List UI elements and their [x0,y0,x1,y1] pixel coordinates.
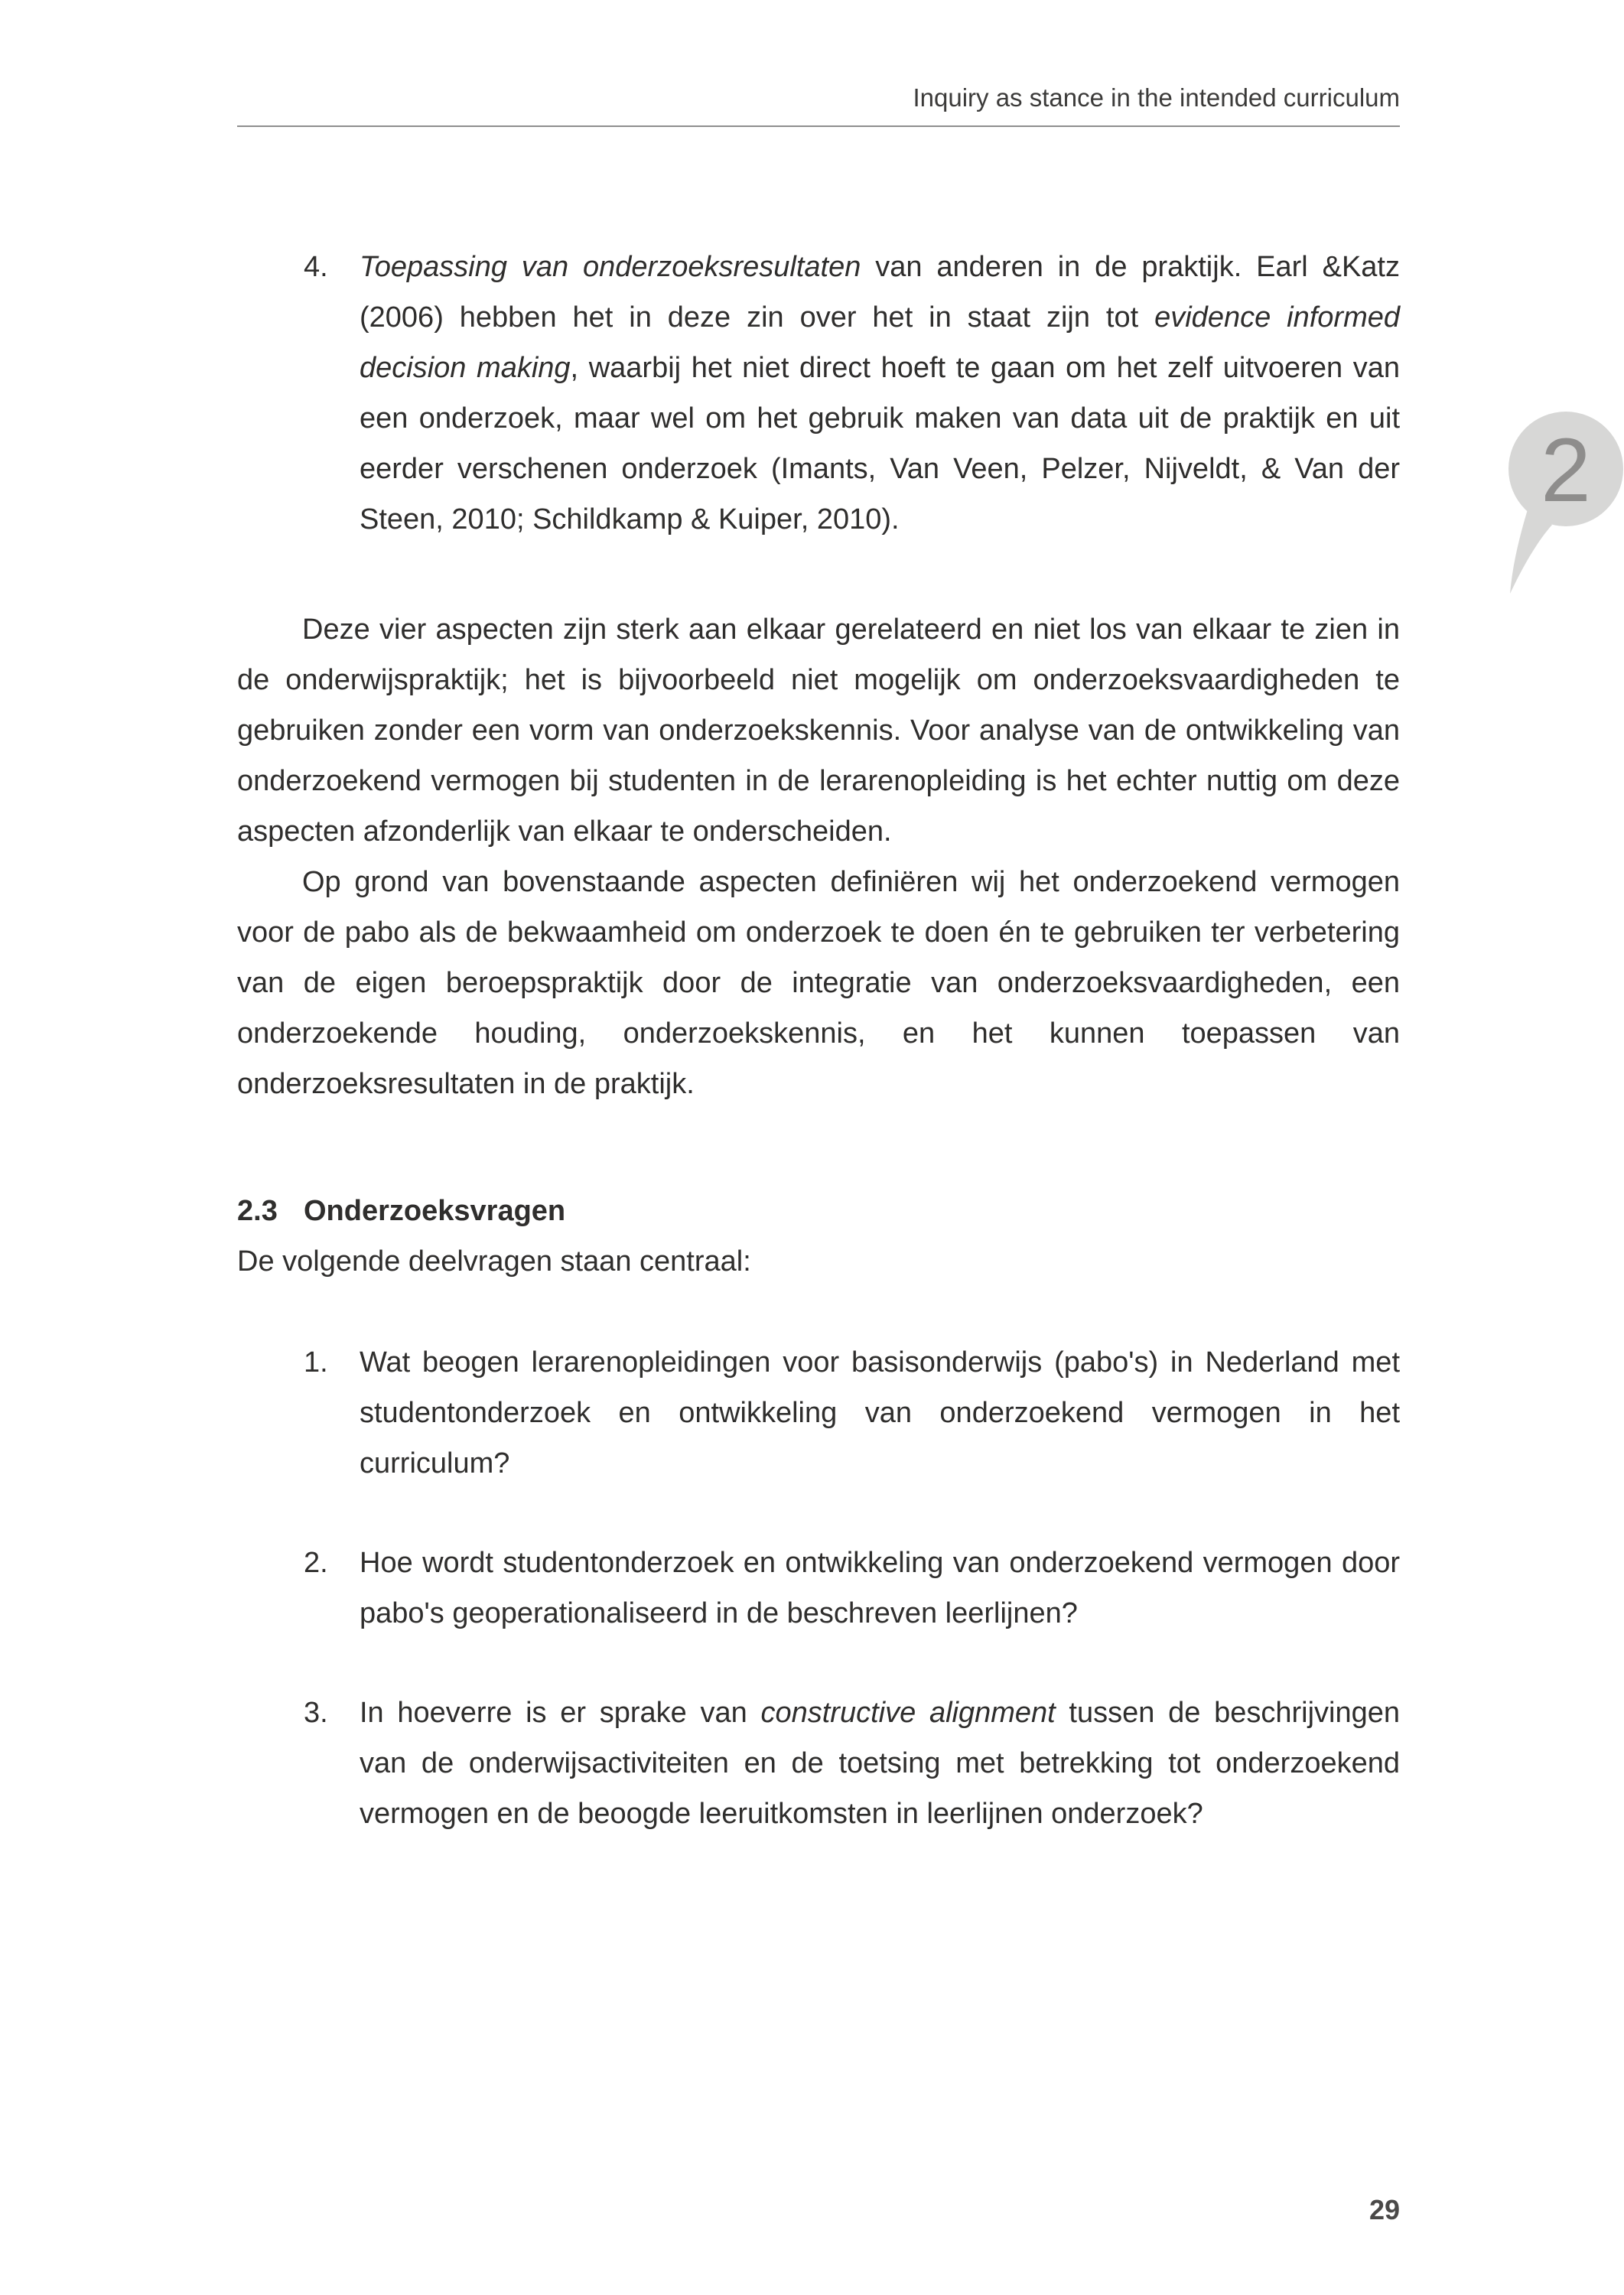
question-item [237,1688,1400,1839]
section-heading [237,1186,1400,1236]
page-content [237,0,1400,1839]
section-intro: De volgende deelvragen staan centraal: [237,1245,751,1278]
paragraph: Op grond van bovenstaande aspecten definiëren wij het onderzoekend vermogen voor de pabo als de bekwaamheid om onderzoek te doen én te gebruiken ter verbetering van de eigen beroepspraktijk door de integratie van onderzoeksvaardigheden, een onderzoekende houding, onderzoekskennis, en het kunnen toepassen van onderzoeksresultaten in de praktijk. [237,865,1400,1100]
question-list [237,1337,1400,1839]
list-item-4 [237,242,1400,545]
page-number: 29 [1369,2194,1400,2225]
speech-bubble-icon [1502,410,1624,601]
section-title: Onderzoeksvragen [304,1194,566,1227]
chapter-badge [1502,410,1624,601]
question-item [237,1337,1400,1489]
chapter-number: 2 [1541,420,1591,521]
question-number: 3. [304,1696,328,1729]
question-number: 2. [304,1546,328,1579]
running-header [237,83,1400,127]
list-item-text: Toepassing van onderzoeksresultaten van anderen in de praktijk. Earl &Katz (2006) hebben het in deze zin over het in staat zijn tot evidence informed decision making, waarbij het niet direct hoeft te gaan om het zelf uitvoeren van een onderzoek, maar wel om het gebruik maken van data uit de praktijk en uit eerder verschenen onderzoek (Imants, Van Veen, Pelzer, Nijveldt, & Van der Steen, 2010; Schildkamp & Kuiper, 2010). [360,250,1400,536]
paragraph-block [237,604,1400,1109]
running-header-text: Inquiry as stance in the intended curriculum [913,83,1400,112]
question-item [237,1538,1400,1639]
paragraph: Deze vier aspecten zijn sterk aan elkaar gerelateerd en niet los van elkaar te zien in de onderwijspraktijk; het is bijvoorbeeld niet mogelijk om onderzoeksvaardigheden te gebruiken zonder een vorm van onderzoekskennis. Voor analyse van de ontwikkeling van onderzoekend vermogen bij studenten in de lerarenopleiding is het echter nuttig om deze aspecten afzonderlijk van elkaar te onderscheiden. [237,613,1400,848]
question-text: In hoeverre is er sprake van constructive alignment tussen de beschrijvingen van de onderwijsactiviteiten en de toetsing met betrekking tot onderzoekend vermogen en de beoogde leeruitkomsten in leerlijnen onderzoek? [360,1696,1400,1830]
question-text: Wat beogen lerarenopleidingen voor basisonderwijs (pabo's) in Nederland met studentonderzoek en ontwikkeling van onderzoekend vermogen in het curriculum? [360,1346,1400,1480]
list-item-number: 4. [304,250,328,283]
question-number: 1. [304,1346,328,1379]
question-text: Hoe wordt studentonderzoek en ontwikkeling van onderzoekend vermogen door pabo's geoperationaliseerd in de beschreven leerlijnen? [360,1546,1400,1629]
body-text [237,242,1400,1839]
section-number: 2.3 [237,1194,278,1227]
